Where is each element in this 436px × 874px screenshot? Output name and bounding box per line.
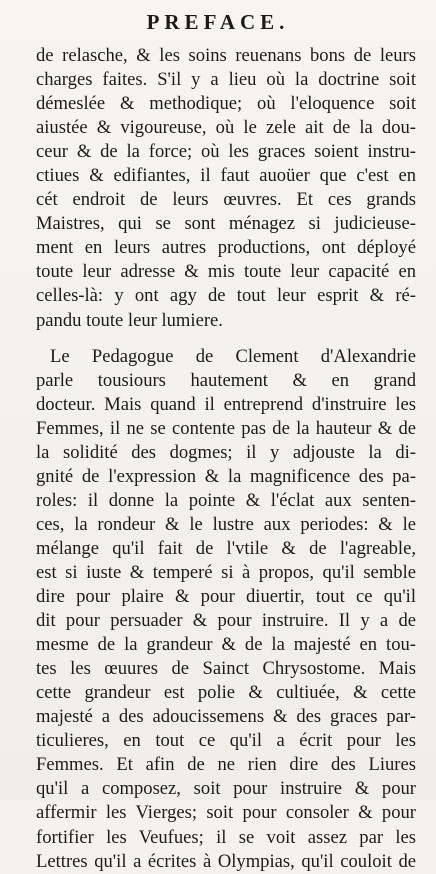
- text-line: celles-là: y ont agy de tout leur esprit & ré-: [36, 285, 416, 307]
- text-line: mélange qu'il fait de l'vtile & de l'agreable,: [36, 537, 416, 559]
- text-line: charges faites. S'il y a lieu où la doctrine soit: [36, 69, 416, 91]
- text-line: qu'il a composez, soit pour instruire & pour: [36, 778, 416, 800]
- text-line: dit pour persuader & pour instruire. Il y a de: [36, 610, 416, 632]
- text-line: la solidité des dogmes; il y adjouste la di-: [36, 441, 416, 463]
- text-line: docteur. Mais quand il entreprend d'instruire les: [36, 393, 416, 415]
- text-line: gnité de l'expression & la magnificence des pa-: [36, 465, 416, 487]
- text-line: ces, la rondeur & le lustre aux periodes: & le: [36, 513, 416, 535]
- text-line: ment en leurs autres productions, ont déployé: [36, 237, 416, 259]
- text-line: Le Pedagogue de Clement d'Alexandrie: [50, 345, 416, 367]
- text-line: aiustée & vigoureuse, où le zele ait de la dou-: [36, 117, 416, 139]
- text-line: tes les œuures de Sainct Chrysostome. Mais: [36, 658, 416, 680]
- text-line: fortifier les Veufues; il se voit assez par les: [36, 826, 416, 848]
- text-line: cette grandeur est polie & cultiuée, & cette: [36, 682, 416, 704]
- running-head: PREFACE.: [146, 10, 290, 34]
- text-line: est si iuste & temperé si à propos, qu'il semble: [36, 561, 416, 583]
- text-line: Femmes. Et afin de ne rien dire des Liures: [36, 754, 416, 776]
- paragraph-gap: [36, 333, 416, 345]
- text-line: majesté a des adoucissemens & des graces par-: [36, 706, 416, 728]
- text-line: ticulieres, en tout ce qu'il a écrit pour les: [36, 730, 416, 752]
- text-line: Femmes, il ne se contente pas de la hauteur & de: [36, 417, 416, 439]
- text-line: affermir les Vierges; soit pour consoler & pour: [36, 802, 416, 824]
- text-line: mesme de la grandeur & de la majesté en tou-: [36, 634, 416, 656]
- text-line: dire pour plaire & pour diuertir, tout ce qu'il: [36, 586, 416, 608]
- text-line: de relasche, & les soins reuenans bons de leurs: [36, 45, 416, 66]
- paragraph-1: [36, 44, 416, 333]
- paragraph-2: [36, 345, 416, 874]
- text-line: Maistres, qui se sont ménagez si judicieuse-: [36, 213, 416, 235]
- text-line: parle tousiours hautement & en grand: [36, 369, 416, 391]
- text-line: Lettres qu'il a écrites à Olympias, qu'il couloit de: [36, 850, 416, 872]
- page-body: [36, 44, 416, 874]
- text-line: toute leur adresse & mis toute leur capacité en: [36, 261, 416, 283]
- text-line: cét endroit de leurs œuvres. Et ces grands: [36, 189, 416, 211]
- text-line: démeslée & methodique; où l'eloquence soit: [36, 93, 416, 115]
- text-line: pandu toute leur lumiere.: [36, 309, 223, 331]
- text-line: roles: il donne la pointe & l'éclat aux senten-: [36, 489, 416, 511]
- text-line: ceur & de la force; où les graces soient instru-: [36, 141, 416, 163]
- text-line: ctiues & edifiantes, il faut auoüer que c'est en: [36, 165, 416, 187]
